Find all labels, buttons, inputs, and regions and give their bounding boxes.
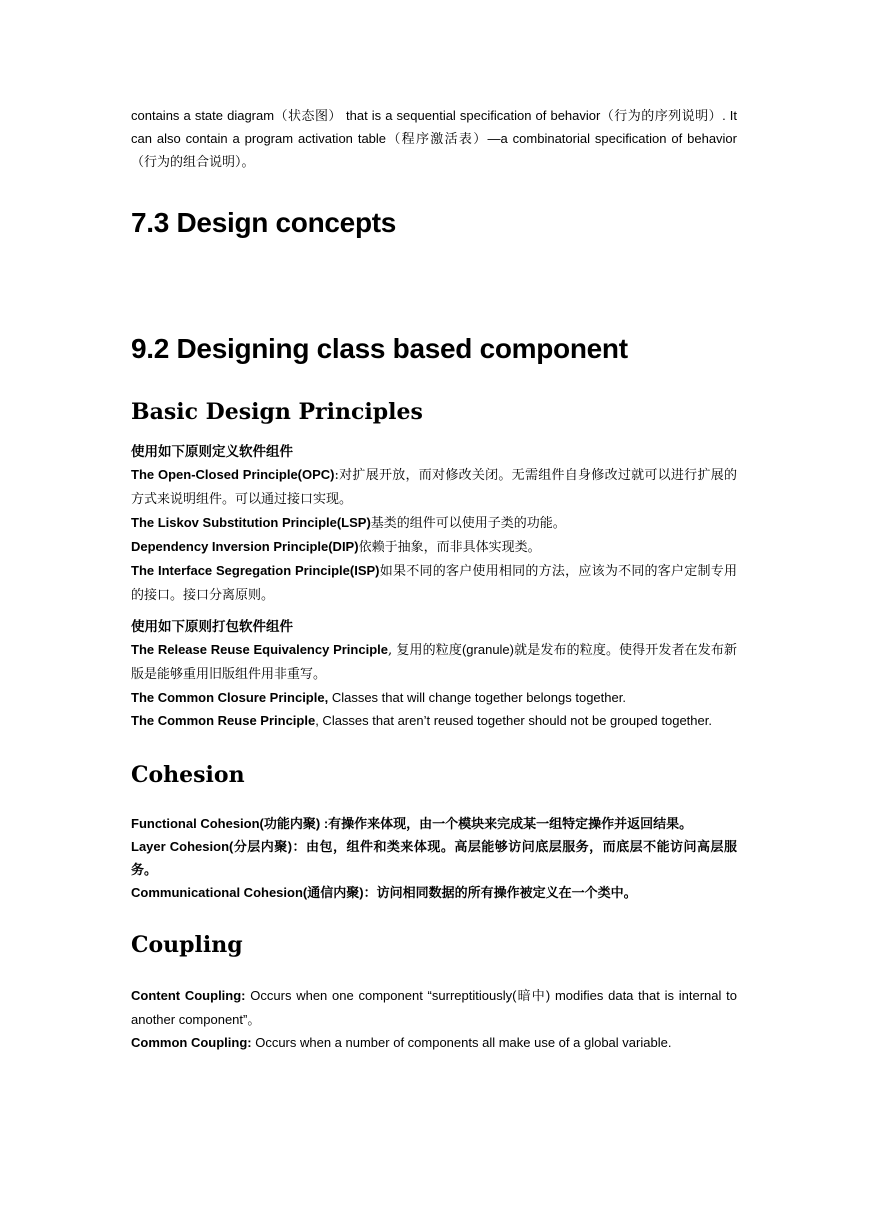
coupling-content-desc-2: 暗中 bbox=[516, 989, 546, 1004]
coupling-common bbox=[131, 1031, 737, 1054]
cohesion-functional-title: Functional Cohesion(功能内聚) : bbox=[131, 816, 329, 831]
subheading-define-components: 使用如下原则定义软件组件 bbox=[131, 444, 293, 459]
principle-isp-title: The Interface Segregation Principle(ISP) bbox=[131, 563, 380, 578]
cohesion-communicational-title: Communicational Cohesion(通信内聚) bbox=[131, 885, 364, 900]
coupling-content bbox=[131, 984, 737, 1031]
heading-coupling: Coupling bbox=[131, 932, 243, 958]
cohesion-functional bbox=[131, 812, 737, 835]
principle-ccp-desc: Classes that will change together belongs together. bbox=[328, 690, 626, 705]
principle-crp-title: The Common Reuse Principle bbox=[131, 713, 316, 728]
principle-crp bbox=[131, 709, 737, 732]
principle-ccp bbox=[131, 686, 737, 709]
principle-rep-desc-2: (granule) bbox=[461, 642, 514, 657]
principle-dip bbox=[131, 535, 737, 559]
document-page bbox=[131, 104, 737, 1054]
cohesion-layer-title: Layer Cohesion(分层内聚) bbox=[131, 839, 293, 854]
heading-design-concepts: 7.3 Design concepts bbox=[131, 207, 397, 238]
principle-lsp bbox=[131, 511, 737, 535]
intro-paragraph: contains a state diagram（状态图） that is a sequential specification of behavior（行为的序列说明）. It can also contain a program activation table（程序激活表）—a combinatorial specification of behavior（行为的组合说明）。 bbox=[131, 108, 737, 169]
principle-isp bbox=[131, 559, 737, 607]
heading-basic-design-principles: Basic Design Principles bbox=[131, 399, 423, 425]
cohesion-layer-desc: ：由包，组件和类来体现。高层能够访问底层服务，而底层不能访问高层服务。 bbox=[131, 839, 737, 877]
coupling-common-title: Common Coupling: bbox=[131, 1035, 252, 1050]
coupling-content-title: Content Coupling: bbox=[131, 988, 246, 1003]
cohesion-layer bbox=[131, 835, 737, 881]
principle-rep-desc-3: 就是发布的粒度。使得开发者在发布新版是能够重用旧版组件用非重写。 bbox=[131, 643, 737, 682]
coupling-content-desc-3: ) modifies data that is internal to another component”。 bbox=[131, 988, 737, 1027]
principle-ocp-title: The Open-Closed Principle(OPC) bbox=[131, 467, 335, 482]
principle-lsp-desc: 基类的组件可以使用子类的功能。 bbox=[370, 516, 566, 531]
subheading-package-components: 使用如下原则打包软件组件 bbox=[131, 619, 293, 634]
heading-cohesion: Cohesion bbox=[131, 762, 245, 788]
principle-ccp-title: The Common Closure Principle, bbox=[131, 690, 329, 705]
principle-crp-desc: , Classes that aren’t reused together should not be grouped together. bbox=[315, 713, 712, 728]
principle-rep bbox=[131, 638, 737, 686]
principle-ocp-desc: :对扩展开放，而对修改关闭。无需组件自身修改过就可以进行扩展的方式来说明组件。可以通过接口实现。 bbox=[131, 468, 737, 507]
heading-class-based-component: 9.2 Designing class based component bbox=[131, 333, 628, 364]
coupling-content-desc-1: Occurs when one component “surreptitiously( bbox=[245, 988, 517, 1003]
cohesion-communicational bbox=[131, 881, 737, 904]
principle-dip-desc: 依赖于抽象，而非具体实现类。 bbox=[358, 540, 541, 555]
principle-ocp bbox=[131, 463, 737, 511]
principle-isp-desc: 如果不同的客户使用相同的方法，应该为不同的客户定制专用的接口。接口分离原则。 bbox=[131, 564, 737, 603]
cohesion-functional-desc: 有操作来体现，由一个模块来完成某一组特定操作并返回结果。 bbox=[328, 816, 693, 831]
principle-rep-desc-1: , 复用的粒度 bbox=[387, 643, 462, 658]
cohesion-communicational-desc: ：访问相同数据的所有操作被定义在一个类中。 bbox=[363, 885, 637, 900]
coupling-common-desc: Occurs when a number of components all make use of a global variable. bbox=[251, 1035, 672, 1050]
principle-dip-title: Dependency Inversion Principle(DIP) bbox=[131, 539, 359, 554]
principle-rep-title: The Release Reuse Equivalency Principle bbox=[131, 642, 388, 657]
principle-lsp-title: The Liskov Substitution Principle(LSP) bbox=[131, 515, 371, 530]
